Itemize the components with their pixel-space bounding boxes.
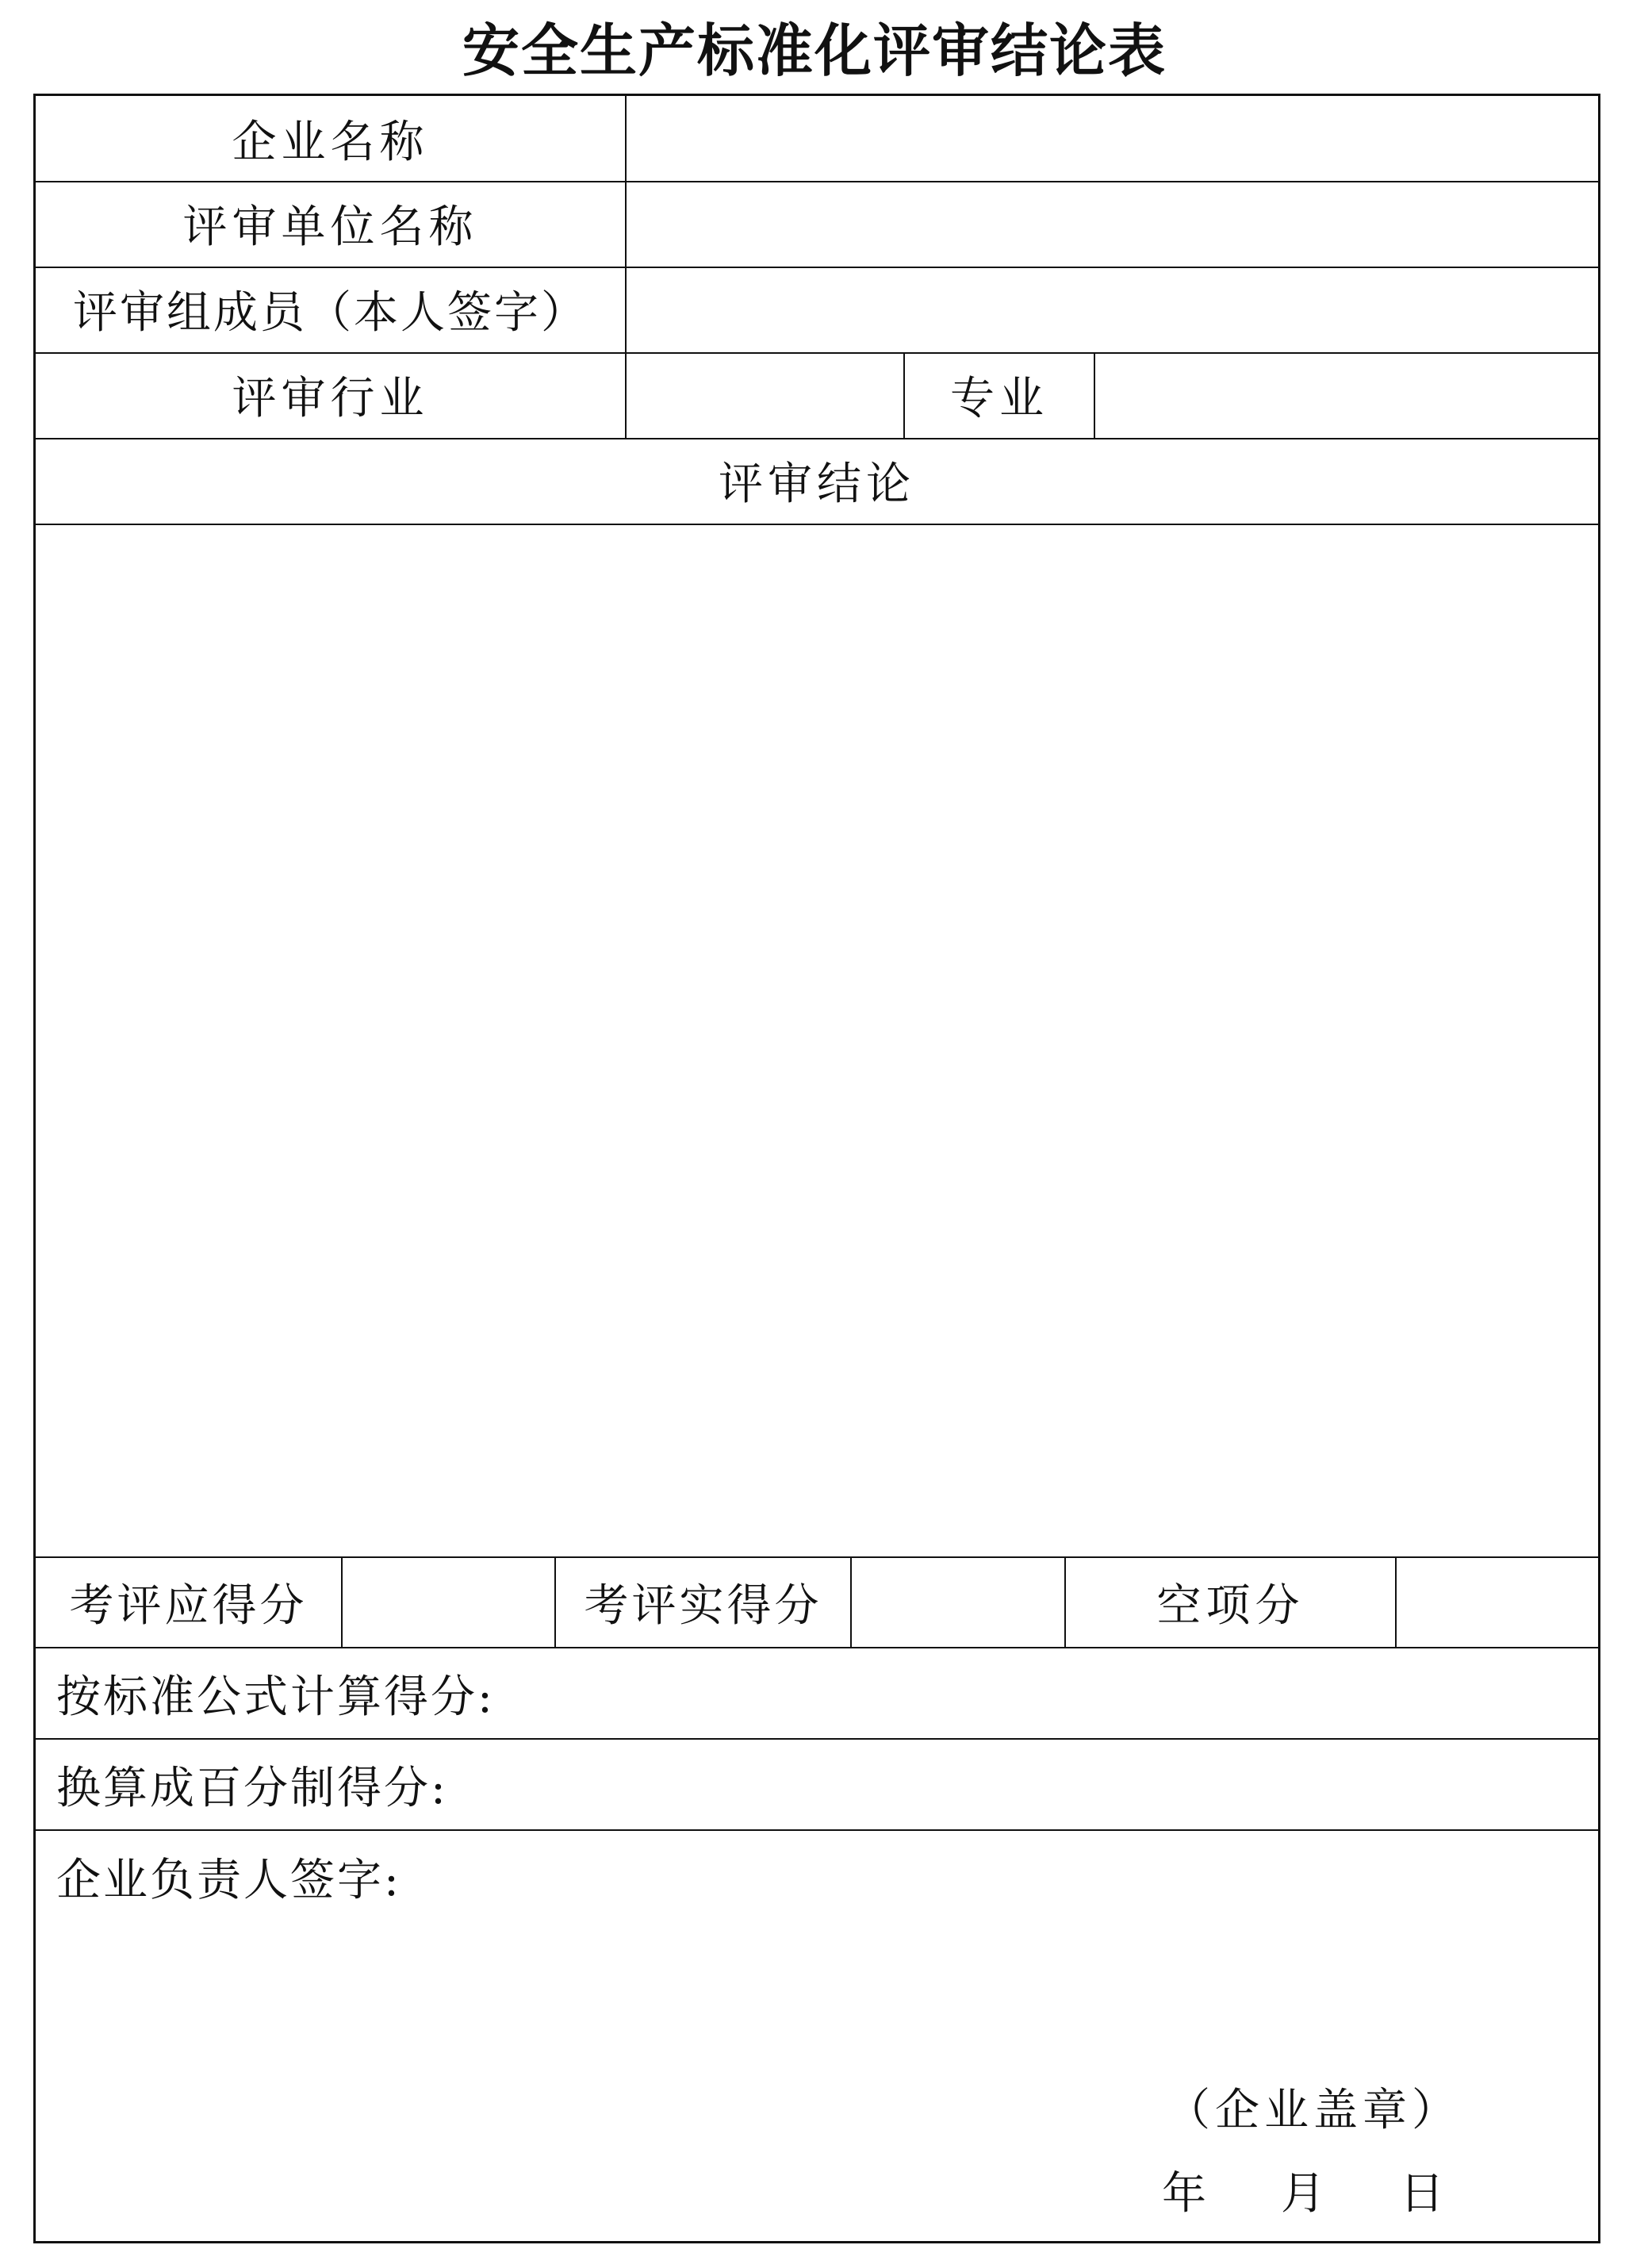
enterprise-name-label: 企业名称 bbox=[232, 116, 429, 168]
date-month-label: 月 bbox=[1281, 2168, 1325, 2220]
conclusion-field[interactable] bbox=[36, 525, 1598, 1556]
actual-score-label: 考评实得分 bbox=[584, 1580, 822, 1632]
enterprise-name-field[interactable] bbox=[627, 96, 1598, 181]
review-unit-field[interactable] bbox=[627, 181, 1598, 267]
empty-score-field[interactable] bbox=[1397, 1558, 1598, 1647]
conclusion-header: 评审结论 bbox=[719, 459, 915, 510]
review-conclusion-form bbox=[33, 94, 1600, 2243]
specialty-field[interactable] bbox=[1095, 352, 1598, 438]
signature-label: 企业负责人签字: bbox=[56, 1855, 401, 1906]
percent-score-field[interactable] bbox=[543, 1740, 1598, 1829]
formula-score-label: 按标准公式计算得分: bbox=[56, 1671, 495, 1723]
formula-score-field[interactable] bbox=[591, 1648, 1598, 1738]
signature-field[interactable] bbox=[512, 1831, 1598, 2069]
review-industry-label: 评审行业 bbox=[232, 373, 429, 424]
expected-score-label: 考评应得分 bbox=[69, 1580, 308, 1632]
specialty-label: 专业 bbox=[950, 373, 1048, 424]
review-members-label: 评审组成员（本人签字） bbox=[73, 287, 588, 339]
review-unit-label: 评审单位名称 bbox=[182, 201, 478, 253]
review-members-field[interactable] bbox=[627, 267, 1598, 352]
empty-score-label: 空项分 bbox=[1156, 1580, 1305, 1632]
date-year-label: 年 bbox=[1162, 2168, 1206, 2220]
stamp-label: （企业盖章） bbox=[1166, 2085, 1461, 2136]
expected-score-field[interactable] bbox=[343, 1558, 554, 1647]
review-industry-field[interactable] bbox=[627, 352, 903, 438]
date-day-label: 日 bbox=[1400, 2168, 1444, 2220]
page-title: 安全生产标准化评审结论表 bbox=[462, 17, 1167, 84]
actual-score-field[interactable] bbox=[852, 1558, 1064, 1647]
percent-score-label: 换算成百分制得分: bbox=[56, 1762, 448, 1814]
